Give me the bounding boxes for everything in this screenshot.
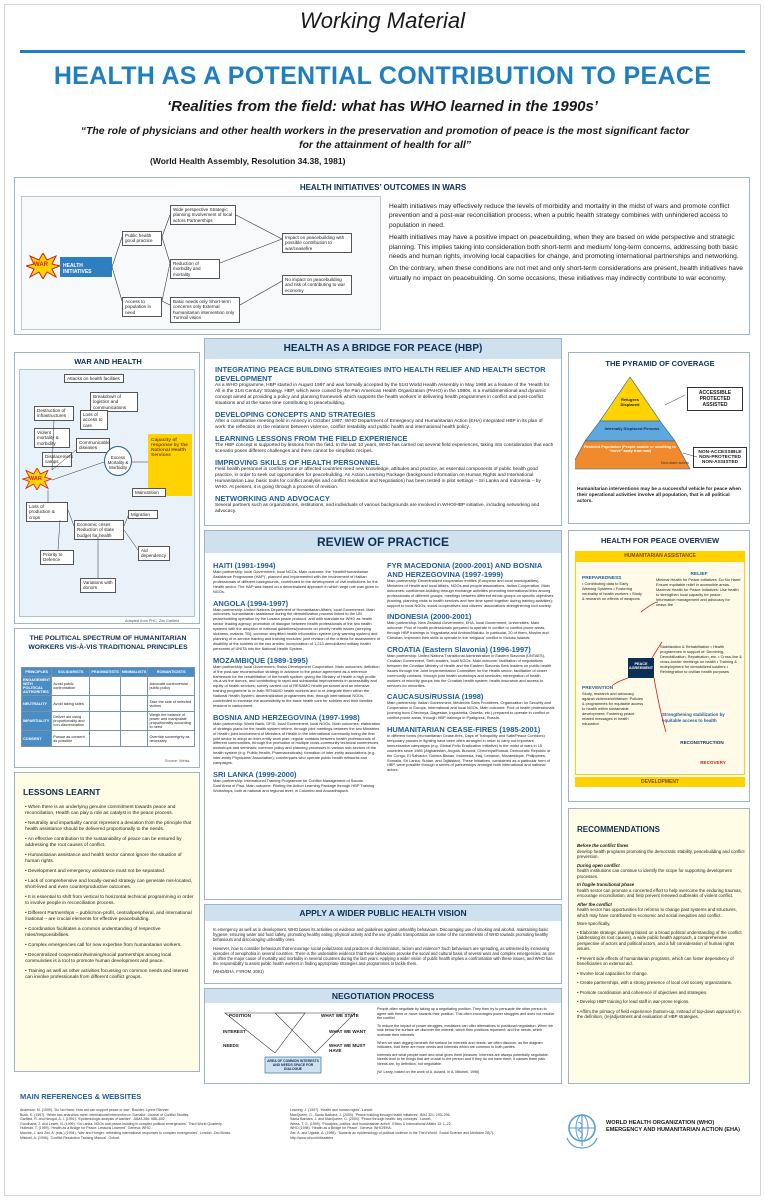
overview-reconstruction: RECONSTRUCTION bbox=[680, 740, 724, 745]
review-indonesia-text: Main partnership: New Zealand Government, EHA, local Government, Universities. Main outcome: Pool of health professionals prepared to operate in conflict or conflict-prone areas, through HBP trainings in Yogyakarta and Ambon/Maluku. In particular, 20 of them, Muslim and Christian, improved their skills to operate in the ‘religious’ conflict in Moluku Islands. bbox=[387, 620, 549, 641]
war-health-diagram bbox=[19, 369, 195, 617]
rec-item: • Affirm the primacy of field experience (bottom-up, instead of top-down approach) in the definition, (re)adjustment and evaluation of HBP strategies. bbox=[577, 1009, 745, 1020]
review-title: REVIEW OF PRACTICE bbox=[205, 531, 561, 553]
wha-quote-source: (World Health Assembly, Resolution 34.38, 1981) bbox=[150, 156, 346, 166]
lesson-item: • Humanitarian assistance and health sector cannot ignore the situation of human rights. bbox=[25, 853, 195, 865]
rec-item: • Elaborate strategic planning based on a broad political understanding of the conflict (addressing its root causes), a wide public health approach, a comprehensive perspective of actors and political actors, and a full consideration of human rights issues. bbox=[577, 930, 745, 952]
no-impact-box: No impact on peacebuilding and risk of contributing to war economy bbox=[282, 275, 352, 295]
ref-item: Goodhand, J. and Lewer, N. (1999). ‘Sri Lanka: NGOs and peace-building in complex political emergencies’. Third World Quarterly. bbox=[20, 1121, 223, 1126]
negotiation-interest: INTEREST bbox=[223, 1029, 246, 1034]
spectrum-row-neutrality: NEUTRALITY bbox=[22, 696, 52, 712]
hbp-s1-text: As a WHO programme, HBP started in August 1997 and was formally accepted by the 51st World Health Assembly in May 1998 as a feature of the ‘Health for All in the 21st Century’ Strategy. HBP, which were coined by the Pan American Health Organization (PAHO) in the 1980s, is a multidimensional and dynamic concept aimed at providing a policy and planning framework which supports the health workers in delivering health programmes in conflict and post-conflict situations and at the same time contributing to peacebuilding. bbox=[215, 383, 550, 406]
overview-cycle-arrows bbox=[576, 562, 746, 776]
ref-item: Santa Barbara, J. and MacQueen, G. (2004). ‘Peace through health: key concepts’. Lancet. bbox=[290, 1117, 432, 1122]
review-caucasus-text: Main partnership: Italian Government, Médecins Sans Frontières, Organization for Security and Cooperation in Europe, international and local NGOs. Main outcome: Pool of health professionals (coming from Chechnya, Dagestan, Ingushetia, Ossetia, etc.) prepared to operate in conflict or conflict-prone areas, through HBP trainings in Pyatigorsk, Russia. bbox=[387, 700, 555, 721]
negotiation-needs: NEEDS bbox=[223, 1043, 239, 1048]
ref-item: Leaning, J. (1997). ‘Health and human rights’. Lancet. bbox=[290, 1108, 374, 1112]
spectrum-col-romanticists: ROMANTICISTS bbox=[148, 668, 195, 677]
review-ceasefire-text: In different forms (Humanitarian Cease-fires, Days of Tranquillity and Safe/Peace Corridors) temporary pauses in fighting have been often arranged in order to carry out important immunization campaigns (e.g. Global Polio Eradication Initiative) in the midst of wars in 15 countries since 1985 (Afghanistan, Angola, Burundi, Chechnya/Russia, Democratic Republic of the Congo, El Salvador, Guinea Bissau, Indonesia, Iraq, Lebanon, Mozambique, Philippines, Somalia, Sri Lanka, Sudan, and Tajikistan). These initiatives, considered as a particular form of HBP, were possible through a series of partnerships amongst both international and national actors. bbox=[387, 733, 551, 773]
footer-org-line-2: EMERGENCY AND HUMANITARIAN ACTION (EHA) bbox=[606, 1127, 740, 1133]
ref-item: http://www.who.int/disasters bbox=[290, 1135, 334, 1140]
review-indonesia-title: INDONESIA (2000-2001) bbox=[387, 612, 472, 622]
working-material-label: Working Material bbox=[299, 8, 466, 33]
recs-phase-during-text: health institutions can continue to identify the scope for supporting development processes. bbox=[577, 868, 732, 879]
rec-item: • Involve local capacities for change. bbox=[577, 971, 745, 977]
recs-phase-after-text: health sector has opportunities for reforms to change past systems and structures, which may have contributed to economic and social inequities and conflict. bbox=[577, 907, 737, 918]
pyramid-title: THE PYRAMID OF COVERAGE bbox=[605, 359, 715, 368]
recommendations-title: RECOMMENDATIONS bbox=[577, 825, 660, 834]
spectrum-cell: Override sovereignty as necessary bbox=[148, 731, 195, 747]
header-rule bbox=[20, 50, 745, 53]
who-logo-icon bbox=[563, 1110, 601, 1150]
wh-node-logistics: Breakdown of logistics and communications bbox=[90, 392, 138, 412]
negotiation-common: AREA OF COMMON INTERESTS AND NEEDS SPACE FOR DIALOGUE bbox=[267, 1059, 319, 1071]
review-mozambique-text: Main partnership: local Government, Swiss Development Cooperation. Main outcomes: definition of the post-war reconstruction strategy in advance to the peace agreement as a reference framework for the rehabilitation of the health system; giving the Ministry of Health a high profile vis-à-vis the donors, and contributing to rapid and substantial improvements in accessibility and equity of health services; survey carried out of RENAMO health personnel and an intensive training programme to re-train RENAMO health workers and to re-integrate them within the National Health System; decentralization programmes that, through international NGOs, contributed to increase the accessibility to the basic health care for soldiers and their families resident in cantonment. bbox=[213, 663, 380, 708]
spectrum-cell bbox=[120, 696, 148, 712]
spectrum-cell: Deliver aid using proportionality and non-discrimination bbox=[52, 712, 90, 731]
access-box: Access to population in need bbox=[122, 297, 162, 317]
review-right-column bbox=[387, 561, 555, 773]
review-srilanka-title: SRI LANKA (1999-2000) bbox=[213, 770, 297, 779]
ref-item: Bush, K. (1997). ‘When two anarchies meet: international intervention in Somalia’. Journal of Conflict Studies. bbox=[20, 1112, 190, 1117]
review-angola-text: Main partnership: United Nations Department of Humanitarian Affairs, local Government. Main outcomes: humanitarian assistance during the demobilization process linked to the UN peacebuilding operation by the Lusaka peace protocol, and with mandate for WHO as health sector leading agency; promotion of dialogue between health professionals of the two health systems with the adoption of national guidelines/protocols on priority health issues (sleeping sickness, malaria, TB); common simplified health information system (only warning system) and planning of in-service training and training modules; joint revision of the criteria for assessment of disability of the soldiers of the two armies; incorporation of 1,213 demobilized military health personnel of UNITA into the National Health System. bbox=[213, 606, 380, 651]
war-health-caption: Adapted from PHC, Zwi Garfield bbox=[125, 619, 180, 623]
overview-prep-title: PREPAREDNESS bbox=[582, 576, 622, 581]
review-srilanka-text: Main partnership: International Training Programme for Conflict Management of Scuola Sant’Anna of Pisa. Main outcome: Piloting the Action Learning Package through HBP Training Workshops, both at national and regional level, in Colombo and Anuradhapura. bbox=[213, 778, 375, 793]
negotiation-must: WHAT WE MUST HAVE bbox=[329, 1043, 366, 1053]
lesson-item: • It is essential to shift from vertical to horizontal technical programming in order to involve people in reconciliation process. bbox=[25, 895, 195, 907]
pyramid-caption: Humanitarian interventions may be a successful vehicle for peace when their operational activities involve all population, that is all political actors. bbox=[577, 487, 741, 504]
recs-phase-during: During open conflict bbox=[577, 862, 620, 868]
ref-item: WHO (1998). ‘Health as a Bridge for Peace’. Geneva: WHO/EHA. bbox=[290, 1126, 392, 1131]
overview-recovery: RECOVERY bbox=[700, 760, 726, 765]
spectrum-cell bbox=[120, 677, 148, 696]
review-croatia-text: Main partnership: United Nations Transitional Administration in Eastern Slavonia (UNTAES), Croatian Government, Serb leaders, local NGOs. Main outcome: facilitation of negotiations between the Croatian Ministry of Health and the Eastern Slavonia Serb leaders on public health issues through the Joint Implementation Committee for the Health sector; facilitation of closer community contacts, through joint health workshops and seminars; reintegration of health workers of minority groups into the Croatian health system; health insurance and access to services for minorities. bbox=[387, 653, 552, 688]
spectrum-table bbox=[21, 667, 195, 747]
vision-title: APPLY A WIDER PUBLIC HEALTH VISION bbox=[205, 905, 561, 921]
spectrum-title: THE POLITICAL SPECTRUM OF HUMANITARIAN WORKERS VIS-À-VIS TRADITIONAL PRINCIPLES bbox=[28, 635, 188, 651]
recs-list bbox=[577, 930, 745, 1020]
ref-item: Anderson, M. (1999). ‘Do No Harm: How aid can support peace or war’. Boulder: Lynne Rienner. bbox=[20, 1108, 170, 1112]
hbp-s5-text: Several partners such as organizations, institutions, and individuals of various backgrounds are involved in WHO/HBP initiative, including networking and advocacy. bbox=[215, 503, 540, 514]
review-fyr-title: FYR MACEDONIA (2000-2001) AND BOSNIA AND HERZEGOVINA (1997-1999) bbox=[387, 561, 543, 579]
lesson-item: • Development and emergency assistance must not be separated. bbox=[25, 869, 195, 875]
lessons-list bbox=[25, 805, 195, 985]
ref-item: Hultman, T. (1999). ‘Health as a Bridge for Peace: Lessons Learned’. Geneva: WHO. bbox=[20, 1126, 152, 1131]
recs-phase-after: After the conflict bbox=[577, 901, 612, 907]
hbp-s2-text: After a consultative meeting held in Annecy in October 1997, WHO Department of Emergency and Humanitarian Action (EHA) integrated HBP in its plan of work: the reflection on the relations between violence, conflict instability and public health and international health policy. bbox=[215, 419, 543, 430]
rec-item: • Prevent side effects of humanitarian programs, which can foster dependency of beneficiaries on external aid. bbox=[577, 956, 745, 967]
wh-capacity-box: Capacity of response by the National Health Services bbox=[148, 434, 192, 496]
poster-subtitle: ‘Realities from the field: what has WHO learned in the 1990s’ bbox=[167, 98, 598, 115]
spectrum-col-minimalists: MINIMALISTS bbox=[120, 668, 148, 677]
outcomes-arrows bbox=[22, 197, 382, 331]
review-fyr-text: Main partnership: Decentralized cooperation entities (European and local municipalities), Ministries of Health and local Affairs, NGOs and people associations, Italian Cooperation. Main outcomes: confidence-building through exchange activities promoting international links among professionals of different groups; meetings between different ethnic groups on specific objectives (training, planning visits to health services and free time spent together during training activities); support to local NGOs, social cooperatives and citizens’ associations strengthening civil society. bbox=[387, 578, 554, 608]
negotiation-want: WHAT WE WANT bbox=[329, 1029, 366, 1034]
vision-text bbox=[213, 927, 555, 978]
pyramid-accessible-box: ACCESSIBLE PROTECTED ASSISTED bbox=[687, 387, 743, 411]
wh-node-violent: Violent mortality & morbidity bbox=[34, 428, 70, 448]
hbp-content bbox=[215, 365, 555, 515]
negotiation-paragraph-1: People often negotiate by taking up a negotiating position. They then try to persuade the other person to agree with them or move towards their position. This often encourages power struggles and does not resolve the conflict. bbox=[377, 1007, 555, 1021]
footer-org bbox=[606, 1120, 756, 1134]
basic-needs-box: Basic needs only Short-term concerns only External humanitarian intervention only Turmoil vision bbox=[170, 297, 240, 323]
spectrum-cell bbox=[120, 712, 148, 731]
review-mozambique-title: MOZAMBIQUE (1989-1995) bbox=[213, 655, 309, 665]
negotiation-state: WHAT WE STATE bbox=[321, 1013, 359, 1018]
pyramid-level-resident: Resident Population (People unable or unwilling to “move” away from war) bbox=[584, 445, 676, 453]
overview-panel bbox=[568, 530, 750, 802]
spectrum-cell: Take the side of selected victims bbox=[148, 696, 195, 712]
hbp-title: HEALTH AS A BRIDGE FOR PEACE (HBP) bbox=[205, 339, 561, 359]
review-caucasus-title: CAUCASUS/RUSSIA (1998) bbox=[387, 692, 484, 702]
lesson-item: • Complex emergencies call for new expertise from humanitarian workers. bbox=[25, 943, 195, 949]
recs-phase-transition-text: health sector can promote a concerted effort to help overcome the enduring traumas, encourage reconciliation, and help prevent renewed outbreaks of violent conflict. bbox=[577, 887, 742, 898]
spectrum-cell bbox=[90, 696, 120, 712]
footer-org-line-1: WORLD HEALTH ORGANIZATION (WHO) bbox=[606, 1120, 715, 1126]
recommendations-body bbox=[577, 843, 745, 1024]
review-haiti-title: HAITI (1991-1994) bbox=[213, 561, 276, 570]
wh-node-malnutrition: Malnutrition bbox=[132, 488, 166, 497]
spectrum-cell: Advocate controversial public policy bbox=[148, 677, 195, 696]
pyramid-panel bbox=[568, 352, 750, 524]
hbp-s3-title: LEARNING LESSONS FROM THE FIELD EXPERIENCE bbox=[215, 434, 408, 443]
spectrum-cell bbox=[120, 731, 148, 747]
wh-node-donors: Variations with donors bbox=[80, 578, 116, 593]
spectrum-cell bbox=[90, 712, 120, 731]
refs-right-column bbox=[290, 1108, 540, 1140]
lesson-item: • When there is an underlying genuine commitment towards peace and reconciliation, Health can play a role as catalyst in the peace process. bbox=[25, 805, 195, 817]
pyramid-non-accessible-box: NON-ACCESSIBLE NON-PROTECTED NON-ASSISTED bbox=[693, 447, 747, 468]
lessons-title: LESSONS LEARNT bbox=[23, 787, 101, 797]
negotiation-paragraph-2: To reduce the impact of power struggles, mediators can offer alternatives to positional negotiation. When we look below the surface we discover the interest, which then positions represent, and the needs, which motivate their interests. bbox=[377, 1023, 554, 1037]
hbp-s4-text: Field health personnel in conflict-prone or affected countries need new knowledge, attitudes and practice, as essential components of public health good practice, in order to seek out opportunities for peacebuilding. An Action Learning Package (background information on Human Rights and International Humanitarian Law, basic tools for conflict analysis and conflict resolution and Negotiation) has been tested in pilot settings – Sri Lanka and Indonesia – by WHO. At present, it is going through a process of revision. bbox=[215, 467, 541, 490]
overview-relief-title: RELIEF bbox=[690, 572, 708, 577]
spectrum-row-impartiality: IMPARTIALITY bbox=[22, 712, 52, 731]
overview-diagram bbox=[575, 561, 745, 775]
hbp-s2-title: DEVELOPING CONCEPTS AND STRATEGIES bbox=[215, 410, 376, 419]
overview-title: HEALTH FOR PEACE OVERVIEW bbox=[600, 536, 720, 545]
public-health-box: Public health good practice bbox=[122, 231, 162, 246]
lesson-item: • Coordination facilitates a common understanding of respective roles/responsibilities. bbox=[25, 927, 195, 939]
review-bih-text: Main partnership: World Bank, DFID, local Government, local NGOs. Main outcomes: elaboration of strategic plans for the health system reform, through joint meetings between the two Ministries of Health; joint involvement of Ministers of Health in the international community being the first joint sector to adopt an inter-entity work plan; regular contacts between health professionals of different communities, through the promotion of multiple cross-community technical conferences, workshops and seminars; common policy and planning processes in various sub-sectors of the health system (e.g. Public Health, Pharmaceuticals); formation of inter-entity associations (e.g. inter-entity Physicians’ Association); counterparts who operate public health networks and campaigns. bbox=[213, 720, 381, 766]
overview-prev-title: PREVENTION bbox=[582, 686, 614, 691]
recommendations-panel bbox=[568, 808, 750, 1084]
review-bih-title: BOSNIA AND HERZEGOVINA (1997-1998) bbox=[213, 712, 360, 722]
war-health-arrows bbox=[20, 370, 196, 618]
lesson-item: • Decentralized cooperation/twinning/social partnerships among local communities is a tool to promote human development and peace. bbox=[25, 953, 195, 965]
refs-title: MAIN REFERENCES & WEBSITES bbox=[20, 1092, 142, 1101]
spectrum-cell: Avoid taking sides bbox=[52, 696, 90, 712]
review-panel bbox=[204, 530, 562, 900]
wh-node-migration: Migration bbox=[128, 510, 158, 519]
ref-item: MacQueen, G., Santa Barbara, J. (2000). ‘Peace building through health initiatives’. BMJ 321: 293–296. bbox=[290, 1112, 451, 1117]
lesson-item: • An effective contribution to the sustainability of peace can be ensured by addressing the root causes of conflict. bbox=[25, 837, 195, 849]
recs-more: More specifically, bbox=[577, 921, 611, 926]
vision-paragraph-1: In emergency as well as in development, WHO bases its activities on evidence and guidelines against unhealthy behaviours. Discouraging use of smoking and alcohol, maintaining basic hygiene, ensuring water and food safety, promoting healthy eating, physical activity and the use of public transportation are some of the commitments of WHO towards promoting healthy behaviours and discouraging unhealthy ones. bbox=[213, 927, 549, 943]
spectrum-col-principles: PRINCIPLES bbox=[22, 668, 52, 677]
hbp-s1-title: INTEGRATING PEACE BUILDING STRATEGIES INTO HEALTH RELIEF AND HEALTH SECTOR DEVELOPMENT bbox=[215, 365, 546, 383]
review-ceasefire-title: HUMANITARIAN CEASE-FIRES (1985-2001) bbox=[387, 725, 541, 735]
lessons-panel bbox=[14, 772, 200, 1072]
reduction-box: Reduction of morbidity and mortality bbox=[170, 259, 220, 279]
review-haiti-text: Main partnership: local Government, local NGOs. Main outcome: the ‘Health/Humanitarian Assistance Programme (HAP)’, planned and implemented with the involvement of Haitian professionals of different backgrounds, contributed to the development of civil institutions for the Health sector. The HAP was based on a decentralized approach in which large role was given to NGOs. bbox=[213, 569, 379, 594]
spectrum-row-engagement: ENGAGEMENT WITH POLITICAL AUTHORITIES bbox=[23, 678, 51, 694]
wh-node-economic: Economic crises Reduction of state budget for health bbox=[74, 520, 124, 540]
ref-item: Weiss, T. G. (1999). ‘Principles, politics, and humanitarian action’. Ethics & International Affairs 13: 1–22. bbox=[290, 1121, 452, 1126]
overview-prev-text: Study, research and advocacy against violence/militarism; Policies & programmes for equitable access to health within sustainable development; Fostering peace-related messages in health education bbox=[582, 691, 644, 726]
negotiation-text bbox=[377, 1007, 557, 1077]
spectrum-col-solidarists: SOLIDARISTS bbox=[52, 668, 90, 677]
poster-title: HEALTH AS A POTENTIAL CONTRIBUTION TO PEACE bbox=[53, 62, 712, 90]
lesson-item: • Neutrality and impartiality cannot represent a deviation from the principle that health assistance should be delivered proportionally to the needs. bbox=[25, 821, 195, 833]
wh-node-excess: Excess Mortality & Morbidity bbox=[104, 446, 132, 476]
wh-node-attacks: Attacks on health facilities bbox=[64, 374, 124, 383]
wh-node-access: Loss of access to care bbox=[80, 410, 108, 430]
negotiation-source: (W. Leary, based on the work of A. Acland, in A. Mitchell, 1996) bbox=[377, 1069, 480, 1074]
recs-phase-before-text: develop health programs promoting the democratic stability, peacebuilding and conflict prevention. bbox=[577, 848, 745, 859]
lesson-item: • Different Partnerships – public/non-profit, central/peripheral, and international /national – are crucial elements for effective peacebuilding. bbox=[25, 911, 195, 923]
overview-prep-text: • Contributing data to Early Warning Systems • Fostering neutrality of health workers • Study & research on effects of weapons bbox=[582, 581, 642, 601]
spectrum-source: Source: Weiss bbox=[165, 759, 190, 763]
negotiation-title: NEGOTIATION PROCESS bbox=[205, 989, 561, 1003]
vision-source: (WHO/EHA, FYROM, 2001) bbox=[213, 969, 264, 975]
overview-peace-agreement: PEACE AGREEMENT bbox=[628, 658, 654, 678]
spectrum-cell: Avoid public confrontation bbox=[52, 677, 90, 696]
pyramid-level-refugees: Refugees Displaced bbox=[620, 397, 640, 407]
rec-item: • Promote coordination and coherence of objectives and strategies. bbox=[577, 990, 745, 996]
wh-node-infrastructure: Destruction of infrastructures bbox=[34, 406, 74, 421]
wide-perspective-box: Wide perspective Strategic planning Involvement of local actors Partnerships bbox=[170, 205, 236, 225]
wh-node-camps: Displacement camps bbox=[42, 452, 72, 467]
spectrum-cell: Weigh the balance of power and manipulate proportionality according to need bbox=[148, 712, 195, 731]
recs-phase-transition: In fragile transitional phase bbox=[577, 882, 635, 887]
hbp-s3-text: The HBP concept is supported by lessons from the field. In the last 10 years, WHO has carried out several field experiences, taking into consideration that each scenario poses different challenges and there cannot be simplistic recipes. bbox=[215, 443, 554, 454]
spectrum-row-consent: CONSENT bbox=[22, 731, 52, 747]
recs-phase-before: Before the conflict flares bbox=[577, 843, 629, 848]
health-initiatives-box: HEALTH INITIATIVES bbox=[60, 257, 112, 277]
outcomes-paragraph-2: Health initiatives may have a positive impact on peacebuilding, when they are based on wide perspective and strategic planning. This implies taking into consideration both short-term and medium/ long-term concerns, addressing both basic needs and human rights, involving local capacities for change, and promoting international partnerships and networking. bbox=[389, 234, 739, 261]
refs-left-column bbox=[20, 1108, 280, 1140]
rec-item: • Develop HBP training for lead staff in war-prone regions. bbox=[577, 999, 745, 1005]
war-health-war-label: WAR bbox=[29, 476, 42, 482]
wha-quote: “The role of physicians and other health workers in the preservation and promotion of peace is the most significant factor for the attainment of health for all” bbox=[80, 125, 690, 151]
ref-item: Macrae, J. and Zwi, A. (eds.) (1994). ‘War and Hunger: rethinking international responses to complex emergencies’. London: Zed Books. bbox=[20, 1130, 232, 1135]
negotiation-paragraph-3: When we start digging beneath the surface for interests and needs, we often discover, as the diagram indicates, that there are more needs and interests which are common to both parties. bbox=[377, 1040, 543, 1050]
lesson-item: • Lack of comprehensive and locally-owned strategy can generate mis-located, short-lived and even counterproductive outcomes. bbox=[25, 879, 195, 891]
overview-humanitarian-band: HUMANITARIAN ASSISTANCE bbox=[575, 551, 745, 561]
review-left-column bbox=[213, 561, 381, 794]
wh-node-aid: Aid dependency bbox=[138, 546, 170, 561]
overview-relief-text: Minimal Health for Peace Initiatives ‘Do No Harm’ Ensure equitable relief in accessible areas. Maximal Health for Peace Initiatives: Use health to strengthen local capacity for peace; Information management and advocacy for cease-fire bbox=[656, 577, 742, 607]
pyramid-level-nonstate: Non-state actors bbox=[661, 461, 689, 465]
review-croatia-title: CROATIA (Eastern Slavonia) (1996-1997) bbox=[387, 645, 531, 655]
vision-panel bbox=[204, 904, 562, 984]
war-health-panel bbox=[14, 352, 200, 624]
outcomes-title: HEALTH INITIATIVES’ OUTCOMES IN WARS bbox=[299, 183, 467, 192]
spectrum-col-pragmatists: PRAGMATISTS bbox=[90, 668, 120, 677]
lesson-item: • Training as well as other activities focussing on common needs and interest can involve professionals from different conflict groups. bbox=[25, 969, 195, 981]
spectrum-cell bbox=[90, 677, 120, 696]
outcomes-diagram bbox=[21, 196, 381, 330]
ref-item: Zwi, A. and Ugalde, A. (1989). ‘Towards an epidemiology of political violence in the Third World’. Social Science and Medicine 28(7). bbox=[290, 1130, 495, 1135]
ref-item: Garfield, R. and Neugut, A. I. (1991). ‘Epidemiologic analysis of warfare’. JAMA 266: 688–692. bbox=[20, 1117, 166, 1122]
rec-item: • Create partnerships, with a strong presence of local civil society organizations. bbox=[577, 980, 745, 986]
negotiation-position: POSITION bbox=[229, 1013, 251, 1018]
spectrum-cell: Pursue as consent as possible bbox=[52, 731, 90, 747]
outcomes-panel bbox=[14, 177, 750, 335]
hbp-s4-title: IMPROVING SKILLS OF HEALTH PERSONNEL bbox=[215, 458, 380, 467]
outcomes-paragraph-3: On the contrary, when these conditions are not met and only short-term considerations are present, health initiatives have virtually no impact on peacebuilding. On some occasions, these initiatives may indirectly contribute to war economy. bbox=[389, 265, 743, 282]
ref-item: Mitchell, A. (1996). ‘Conflict Resolution Training Manual’. Oxford. bbox=[20, 1135, 120, 1140]
overview-development-band: DEVELOPMENT bbox=[575, 777, 745, 787]
negotiation-paragraph-4: Interests are what people want and what gives them pleasure. Interests are always potentially negotiable. Needs tend to be things that are crucial to the person and if they do not have them, it causes them pain. Needs are, by definition, not negotiable. bbox=[377, 1052, 549, 1066]
wh-node-diseases: Communicable diseases bbox=[76, 438, 110, 453]
spectrum-panel bbox=[14, 628, 200, 768]
spectrum-cell bbox=[90, 731, 120, 747]
negotiation-panel bbox=[204, 988, 562, 1084]
overview-stabilization-text: Stabilization & Rehabilitation • Health programmes in support of: Demining, Demobilization, Repatriation, etc. • Cross-line & cross-border meetings on health • Training & redeployment for demobilized soldiers • Reintegration to civilian health purposes bbox=[660, 644, 742, 674]
impact-box: Impact on peacebuilding with possible contribution to war/ceasefire bbox=[282, 233, 352, 253]
review-angola-title: ANGOLA (1994-1997) bbox=[213, 598, 289, 608]
pyramid-level-idp: Internally Displaced Persons bbox=[604, 426, 660, 431]
outcomes-war-label: WAR bbox=[34, 262, 48, 268]
wh-node-production: Loss of production & crops bbox=[26, 502, 68, 522]
hbp-s5-title: NETWORKING AND ADVOCACY bbox=[215, 494, 330, 503]
overview-strengthening: Strengthening stabilization by equitable access to health bbox=[662, 712, 725, 723]
outcomes-text bbox=[389, 202, 743, 286]
vision-paragraph-2: However, how to consider behaviours that encourage social polarization and practices of discrimination, racism and violence? Such behaviours are spreading, as witnessed by increasing episodes of xenophobia in several countries. There is the undeniable evidence that these behaviours provoke the social and cultural basis of several wars and complex emergencies, as one is often the major cause of mortality and morbidity in several countries during the last years. Applying a wider vision of public health implies a confrontation with these issues, and WHO has the responsibility to assist public health workers in finding appropriate strategies and programmes to tackle them. bbox=[213, 945, 555, 967]
outcomes-paragraph-1: Health initiatives may effectively reduce the levels of morbidity and mortality in the midst of wars and promote conflict prevention and a post-war reconciliation process, when a public health strategy combines with unhindered access to population in need. bbox=[389, 203, 730, 229]
wh-node-defence: Priority to Defence bbox=[40, 550, 74, 565]
war-health-title: WAR AND HEALTH bbox=[74, 357, 142, 366]
hbp-panel bbox=[204, 338, 562, 526]
